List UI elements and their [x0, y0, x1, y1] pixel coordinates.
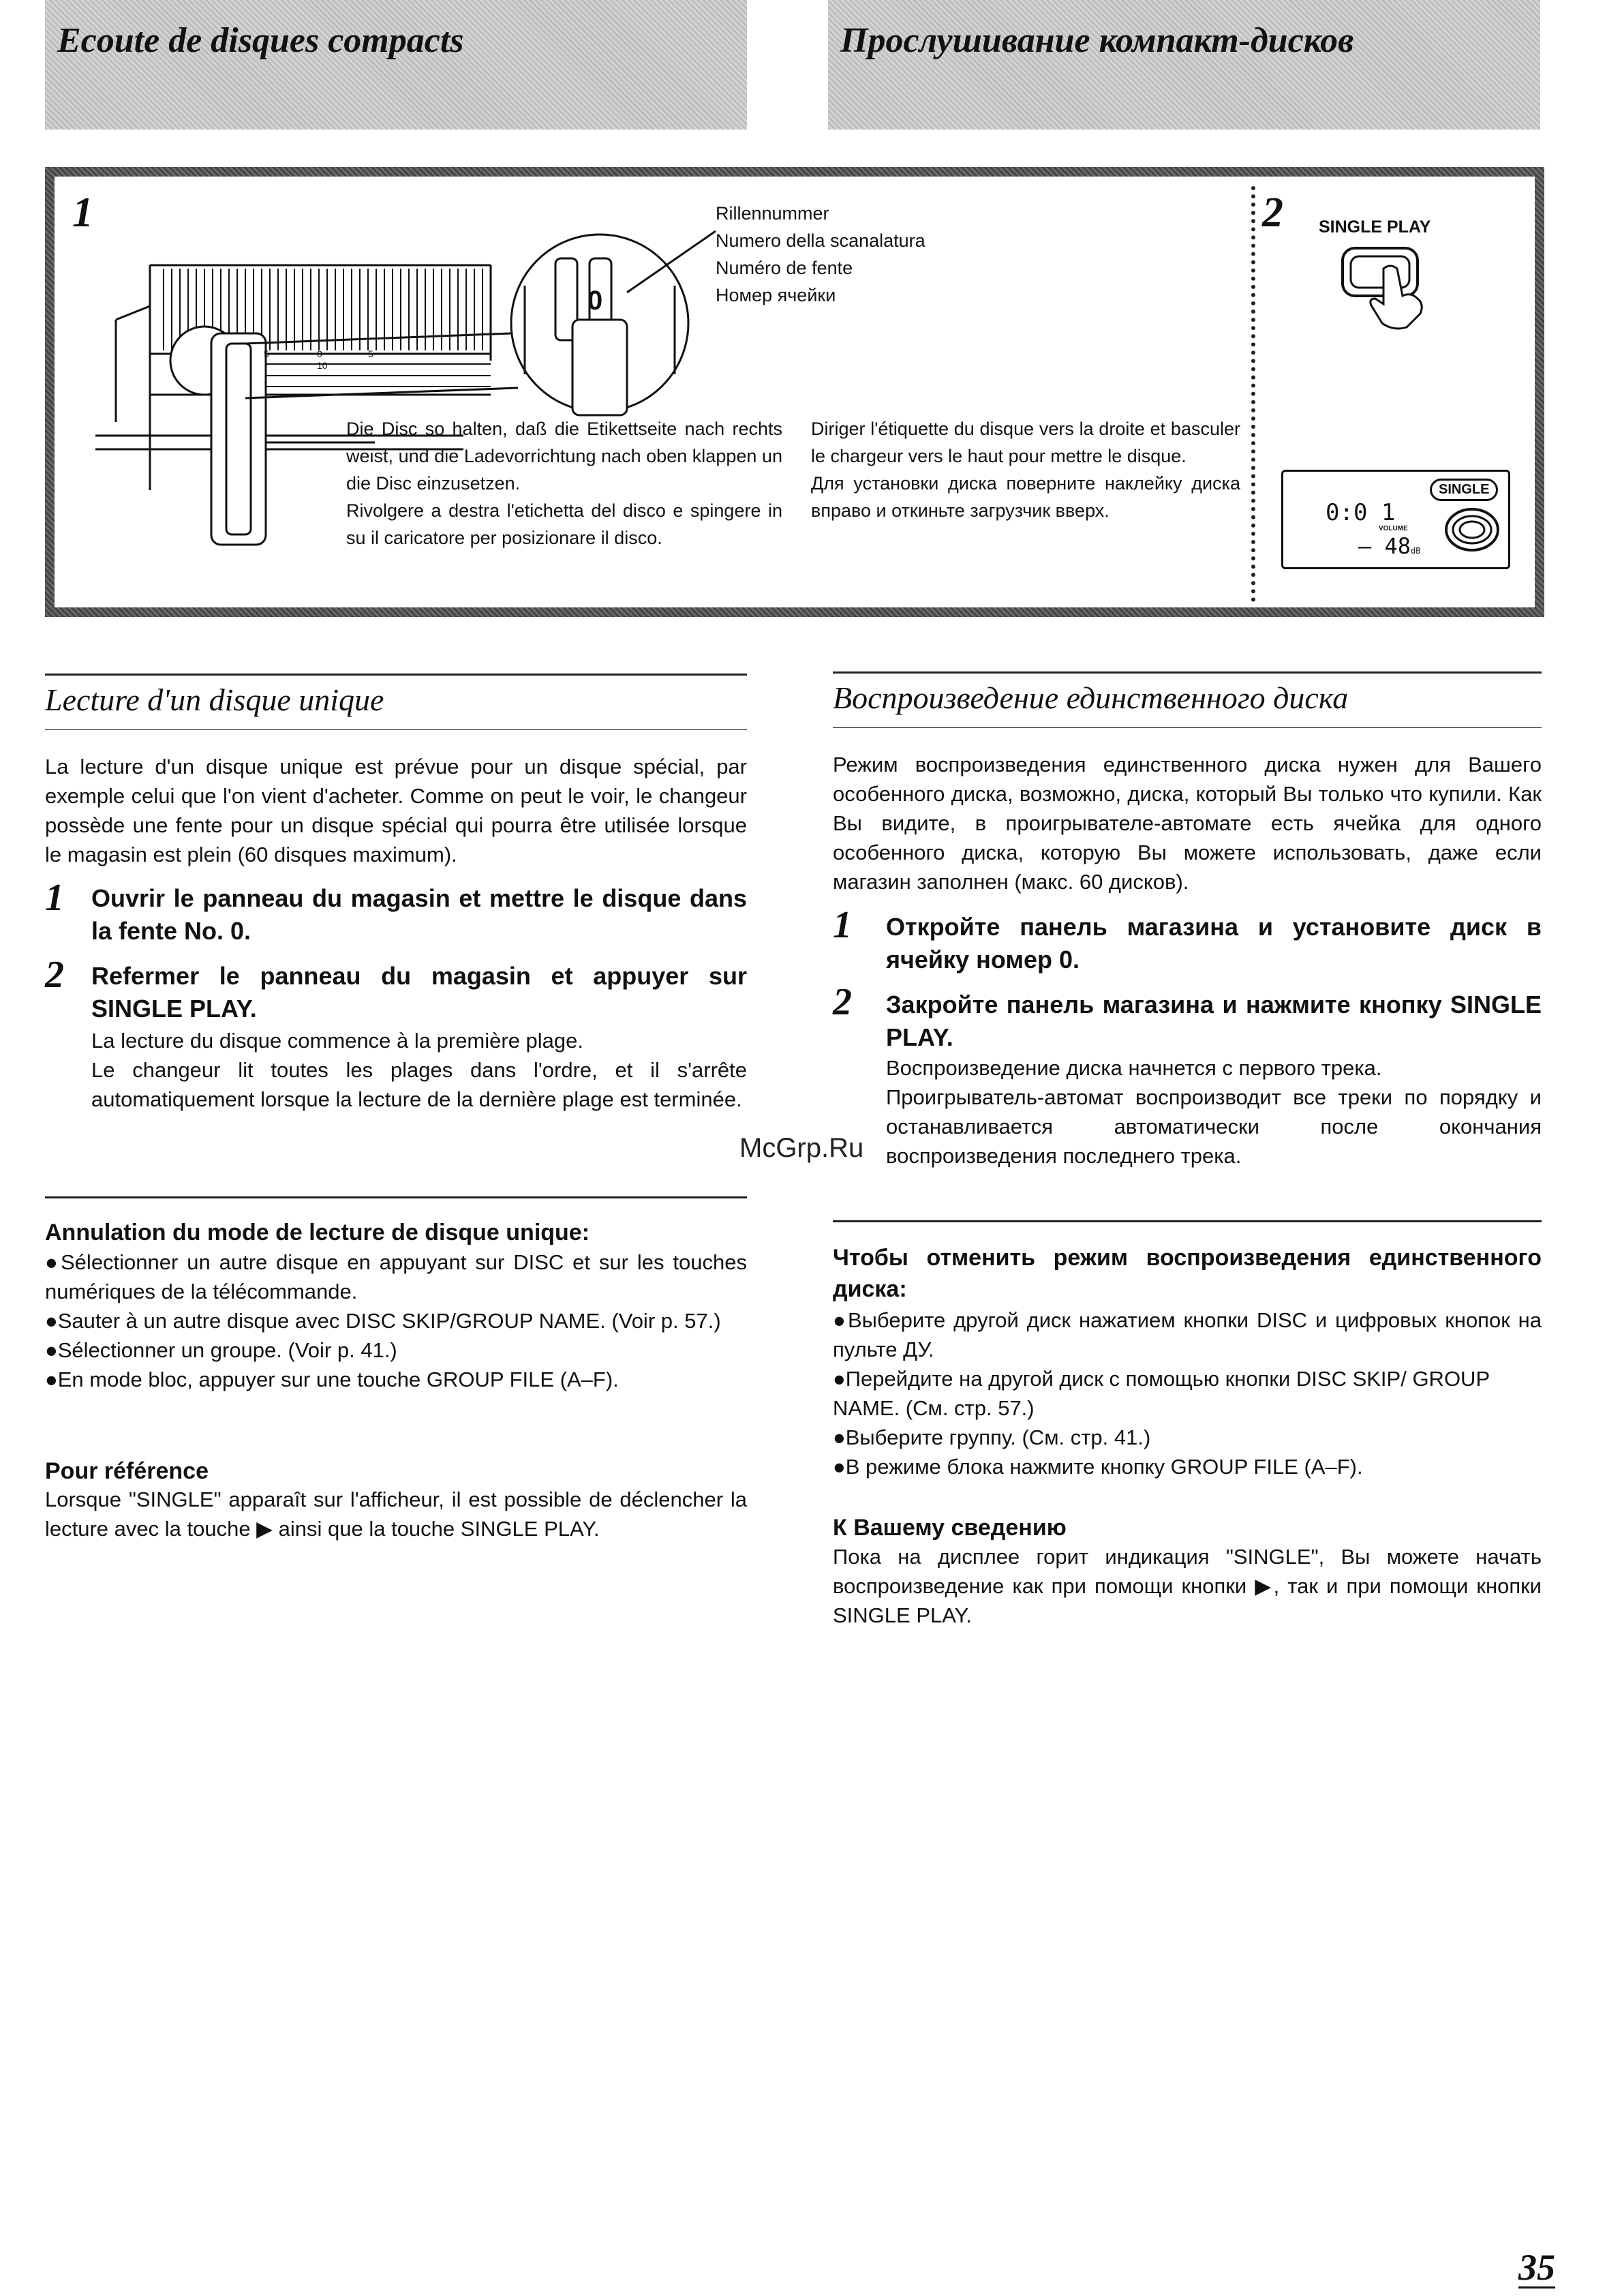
ru-reference-text: Пока на дисплее горит индикация "SINGLE", Вы можете начать воспроизведение как при помощи кнопки ▶, так и при помощи кнопки SINGLE PLAY. [833, 1545, 1542, 1627]
svg-text:10: 10 [317, 360, 328, 371]
disc-icon [1441, 499, 1503, 560]
header-right-title: Прослушивание компакт-дисков [840, 21, 1354, 60]
caption-de: Die Disc so halten, daß die Etikettseite nach rechts weist, und die Ladevorrichtung nach oben klappen un die Disc einzusetzen. [346, 419, 782, 494]
header-left-title: Ecoute de disques compacts [57, 21, 464, 60]
volume-readout [1358, 533, 1421, 559]
figure-step2-number: 2 [1262, 190, 1283, 236]
fr-cancel-rule [45, 1196, 747, 1198]
caption-ru: Для установки диска поверните наклейку диска вправо и откиньте загрузчик вверх. [811, 473, 1240, 521]
figure-step1-number: 1 [72, 190, 93, 236]
fr-cancel-item: ●Sélectionner un groupe. (Voir p. 41.) [45, 1338, 397, 1362]
caption-de-it [346, 415, 782, 552]
slot-label-fr: Numéro de fente [716, 258, 853, 278]
svg-text:0: 0 [317, 348, 322, 359]
slot-label-de: Rillennummer [716, 203, 829, 224]
ru-title-rule-bottom [833, 727, 1542, 728]
single-play-label: SINGLE PLAY [1319, 217, 1431, 237]
ru-section-title: Воспроизведение единственного диска [833, 680, 1349, 715]
ru-step1-text: Откройте панель магазина и установите диск в ячейку номер 0. [886, 913, 1542, 973]
ru-cancel-item: ●Перейдите на другой диск с помощью кнопки DISC SKIP/ GROUP NAME. (См. стр. 57.) [833, 1367, 1490, 1420]
volume-value: – 48 [1358, 533, 1411, 559]
volume-label: VOLUME [1379, 525, 1408, 532]
fr-cancel-item: ●Sélectionner un autre disque en appuyant sur DISC et sur les touches numériques de la télécommande. [45, 1250, 747, 1303]
fr-cancel-item: ●En mode bloc, appuyer sur une touche GROUP FILE (A–F). [45, 1368, 619, 1391]
header-left [45, 0, 747, 130]
ru-step2-note1: Воспроизведение диска начнется с первого трека. [886, 1056, 1382, 1080]
fr-section-title: Lecture d'un disque unique [45, 682, 384, 717]
header-right [828, 0, 1540, 130]
fr-cancel-title: Annulation du mode de lecture de disque unique: [45, 1220, 590, 1245]
fr-step2-notes [91, 1026, 747, 1114]
ru-step2-notes [886, 1053, 1542, 1170]
fr-title-rule-bottom [45, 729, 747, 730]
single-indicator: SINGLE [1430, 479, 1498, 501]
fr-intro: La lecture d'un disque unique est prévue pour un disque spécial, par exemple celui que l'on vient d'acheter. Comme on peut le voir, le changeur possède une fente pour un disque spécial qui pourra être utilisée lorsque le magasin est plein (60 disques maximum). [45, 755, 747, 866]
caption-fr: Diriger l'étiquette du disque vers la droite et basculer le chargeur vers le haut pour mettre le disque. [811, 419, 1240, 466]
fr-cancel-item: ●Sauter à un autre disque avec DISC SKIP/GROUP NAME. (Voir p. 57.) [45, 1309, 721, 1333]
slot-number-labels [716, 200, 1002, 309]
slot-zero-label: 0 [587, 286, 603, 316]
figure-panel [45, 167, 1544, 617]
watermark: McGrp.Ru [739, 1133, 864, 1163]
ru-cancel-title: Чтобы отменить режим воспроизведения единственного диска: [833, 1245, 1542, 1302]
single-play-button-illustration [1336, 241, 1452, 330]
ru-reference-title: К Вашему сведению [833, 1515, 1067, 1541]
fr-title-rule-top [45, 674, 747, 676]
caption-it: Rivolgere a destra l'etichetta del disco e spingere in su il caricatore per posizionare il disco. [346, 500, 782, 548]
dotted-divider [1251, 186, 1255, 602]
figure-inner [55, 177, 1535, 607]
fr-cancel-list [45, 1248, 747, 1394]
slot-label-it: Numero della scanalatura [716, 230, 925, 251]
ru-cancel-item: ●Выберите другой диск нажатием кнопки DISC и цифровых кнопок на пульте ДУ. [833, 1308, 1542, 1361]
fr-step2-text: Refermer le panneau du magasin et appuyer sur SINGLE PLAY. [91, 962, 747, 1023]
svg-text:5: 5 [368, 348, 373, 359]
fr-step2-note2: Le changeur lit toutes les plages dans l'ordre, et il s'arrête automatiquement lorsque la lecture de la dernière plage est terminée. [91, 1058, 747, 1111]
slot-label-ru: Номер ячейки [716, 285, 836, 305]
ru-title-rule-top [833, 671, 1542, 674]
ru-step2-text: Закройте панель магазина и нажмите кнопку SINGLE PLAY. [886, 991, 1542, 1051]
fr-step1-number: 1 [45, 877, 64, 919]
svg-text:5: 5 [264, 348, 269, 359]
ru-cancel-rule [833, 1220, 1542, 1222]
ru-intro: Режим воспроизведения единственного диска нужен для Вашего особенного диска, возможно, диска, который Вы только что купили. Как Вы видите, в проигрывателе-автомате есть ячейка для одного особенного диска, которую Вы можете использовать, даже если магазин заполнен (макс. 60 дисков). [833, 753, 1542, 894]
disc-readout: 0:0 1 [1326, 499, 1396, 526]
volume-db-unit: dB [1411, 546, 1421, 556]
ru-step2-note2: Проигрыватель-автомат воспроизводит все треки по порядку и останавливается автоматически после окончания воспроизведения последнего трека. [886, 1085, 1542, 1168]
fr-reference-title: Pour référence [45, 1458, 209, 1484]
ru-cancel-item: ●Выберите группу. (См. стр. 41.) [833, 1425, 1151, 1449]
display-illustration [1281, 470, 1510, 569]
fr-step2-note1: La lecture du disque commence à la première plage. [91, 1029, 584, 1053]
fr-step2-number: 2 [45, 954, 64, 996]
ru-cancel-item: ●В режиме блока нажмите кнопку GROUP FILE (A–F). [833, 1455, 1363, 1479]
ru-cancel-list [833, 1305, 1542, 1481]
caption-fr-ru [811, 415, 1240, 524]
page-number: 35 [1518, 2247, 1555, 2288]
fr-step1-text: Ouvrir le panneau du magasin et mettre le disque dans la fente No. 0. [91, 884, 747, 945]
fr-reference-text: Lorsque "SINGLE" apparaît sur l'afficheur, il est possible de déclencher la lecture avec la touche ▶ ainsi que la touche SINGLE PLAY. [45, 1487, 747, 1541]
ru-step2-number: 2 [833, 981, 852, 1023]
ru-step1-number: 1 [833, 904, 852, 946]
